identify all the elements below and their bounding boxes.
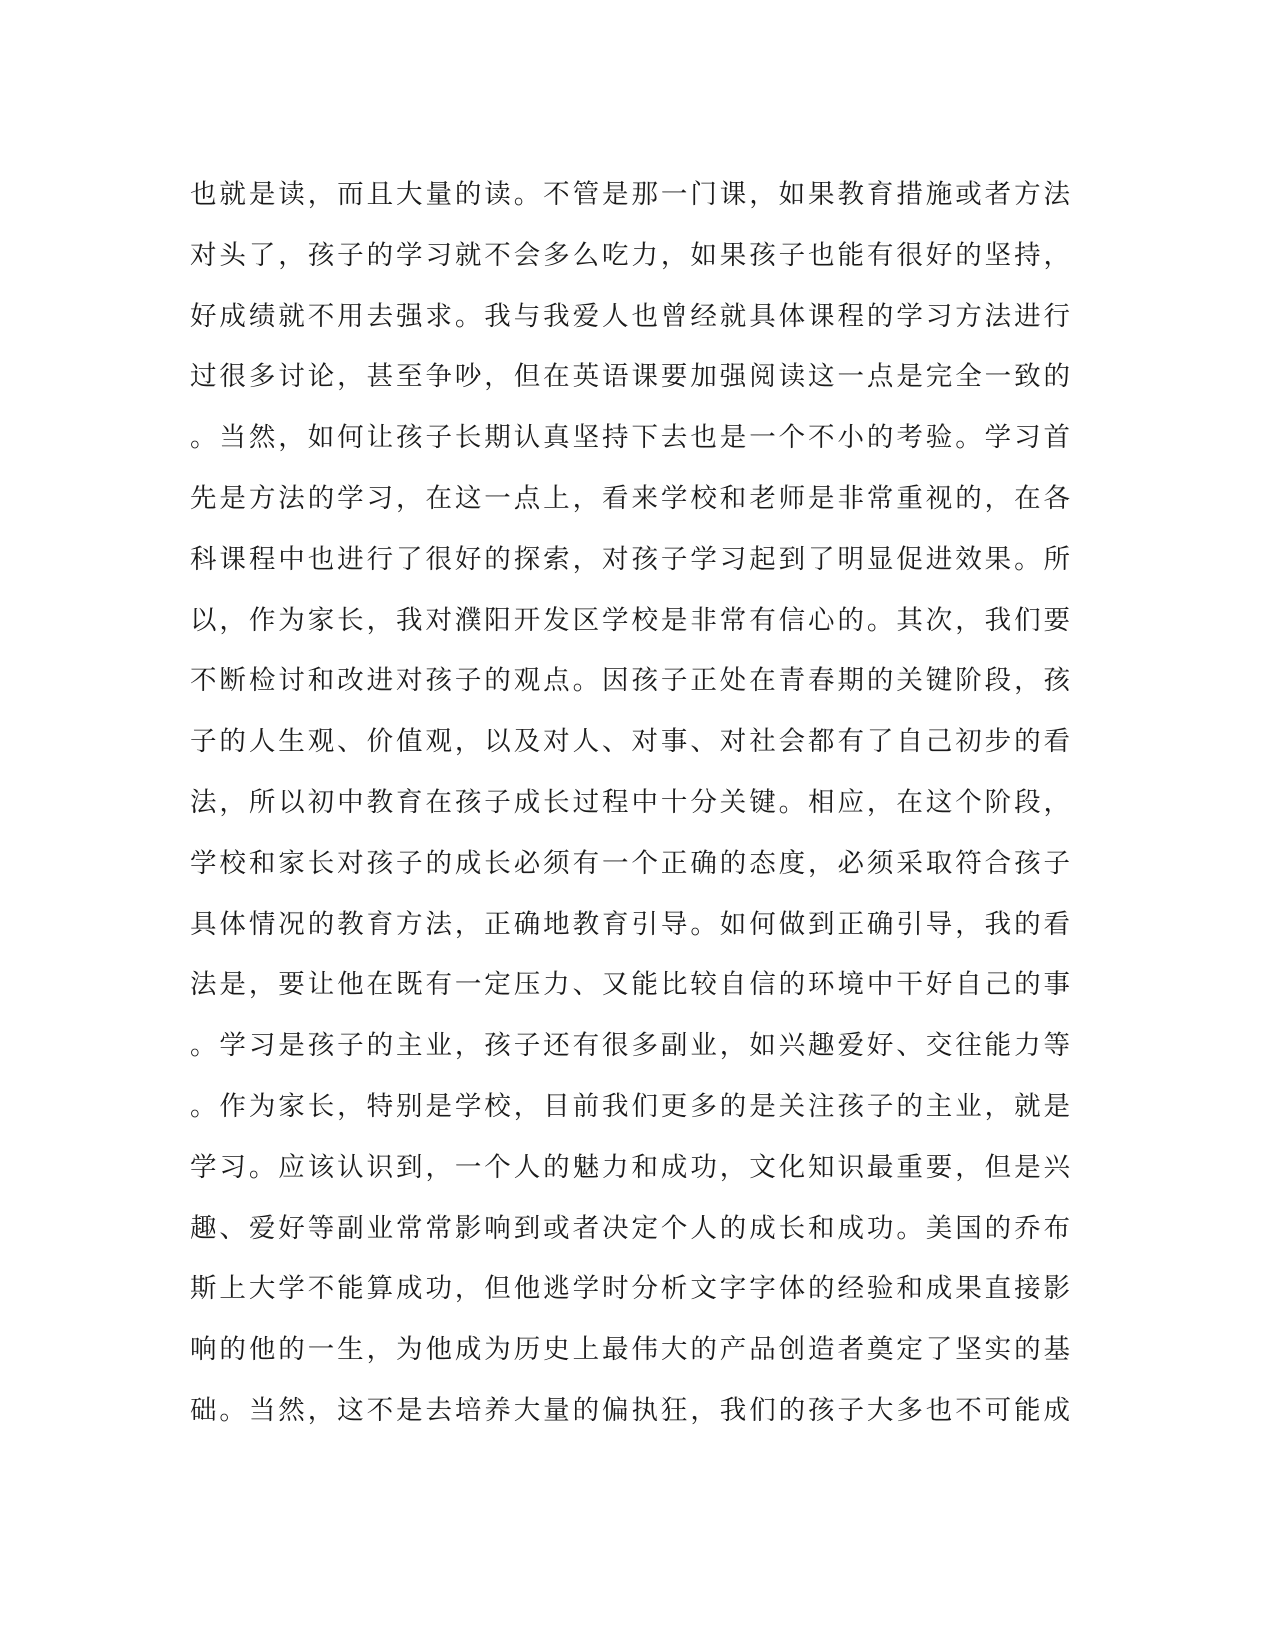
text-line: 过很多讨论，甚至争吵，但在英语课要加强阅读这一点是完全一致的 (190, 361, 1070, 393)
text-line: 。当然，如何让孩子长期认真坚持下去也是一个不小的考验。学习首 (190, 422, 1070, 454)
text-line: 先是方法的学习，在这一点上，看来学校和老师是非常重视的，在各 (190, 482, 1070, 514)
text-line: 法是，要让他在既有一定压力、又能比较自信的环境中干好自己的事 (190, 969, 1070, 1001)
text-line: 具体情况的教育方法，正确地教育引导。如何做到正确引导，我的看 (190, 908, 1070, 940)
text-line: 学习。应该认识到，一个人的魅力和成功，文化知识最重要，但是兴 (190, 1151, 1070, 1183)
text-line: 好成绩就不用去强求。我与我爱人也曾经就具体课程的学习方法进行 (190, 300, 1070, 332)
text-line: 础。当然，这不是去培养大量的偏执狂，我们的孩子大多也不可能成 (190, 1394, 1070, 1426)
text-line: 响的他的一生，为他成为历史上最伟大的产品创造者奠定了坚实的基 (190, 1334, 1070, 1366)
text-line: 斯上大学不能算成功，但他逃学时分析文字字体的经验和成果直接影 (190, 1273, 1070, 1305)
text-line: 对头了，孩子的学习就不会多么吃力，如果孩子也能有很好的坚持， (190, 239, 1070, 271)
text-line: 不断检讨和改进对孩子的观点。因孩子正处在青春期的关键阶段，孩 (190, 665, 1070, 697)
text-line: 科课程中也进行了很好的探索，对孩子学习起到了明显促进效果。所 (190, 543, 1070, 575)
text-line: 也就是读，而且大量的读。不管是那一门课，如果教育措施或者方法 (190, 179, 1070, 210)
text-line: 趣、爱好等副业常常影响到或者决定个人的成长和成功。美国的乔布 (190, 1212, 1070, 1244)
text-line: 。作为家长，特别是学校，目前我们更多的是关注孩子的主业，就是 (190, 1090, 1070, 1122)
text-line: 法，所以初中教育在孩子成长过程中十分关键。相应，在这个阶段， (190, 786, 1070, 818)
text-line: 学校和家长对孩子的成长必须有一个正确的态度，必须采取符合孩子 (190, 847, 1070, 879)
text-line: 子的人生观、价值观，以及对人、对事、对社会都有了自己初步的看 (190, 726, 1070, 758)
body-text (190, 165, 1070, 1442)
text-line: 。学习是孩子的主业，孩子还有很多副业，如兴趣爱好、交往能力等 (190, 1030, 1070, 1062)
text-line: 以，作为家长，我对濮阳开发区学校是非常有信心的。其次，我们要 (190, 604, 1070, 636)
